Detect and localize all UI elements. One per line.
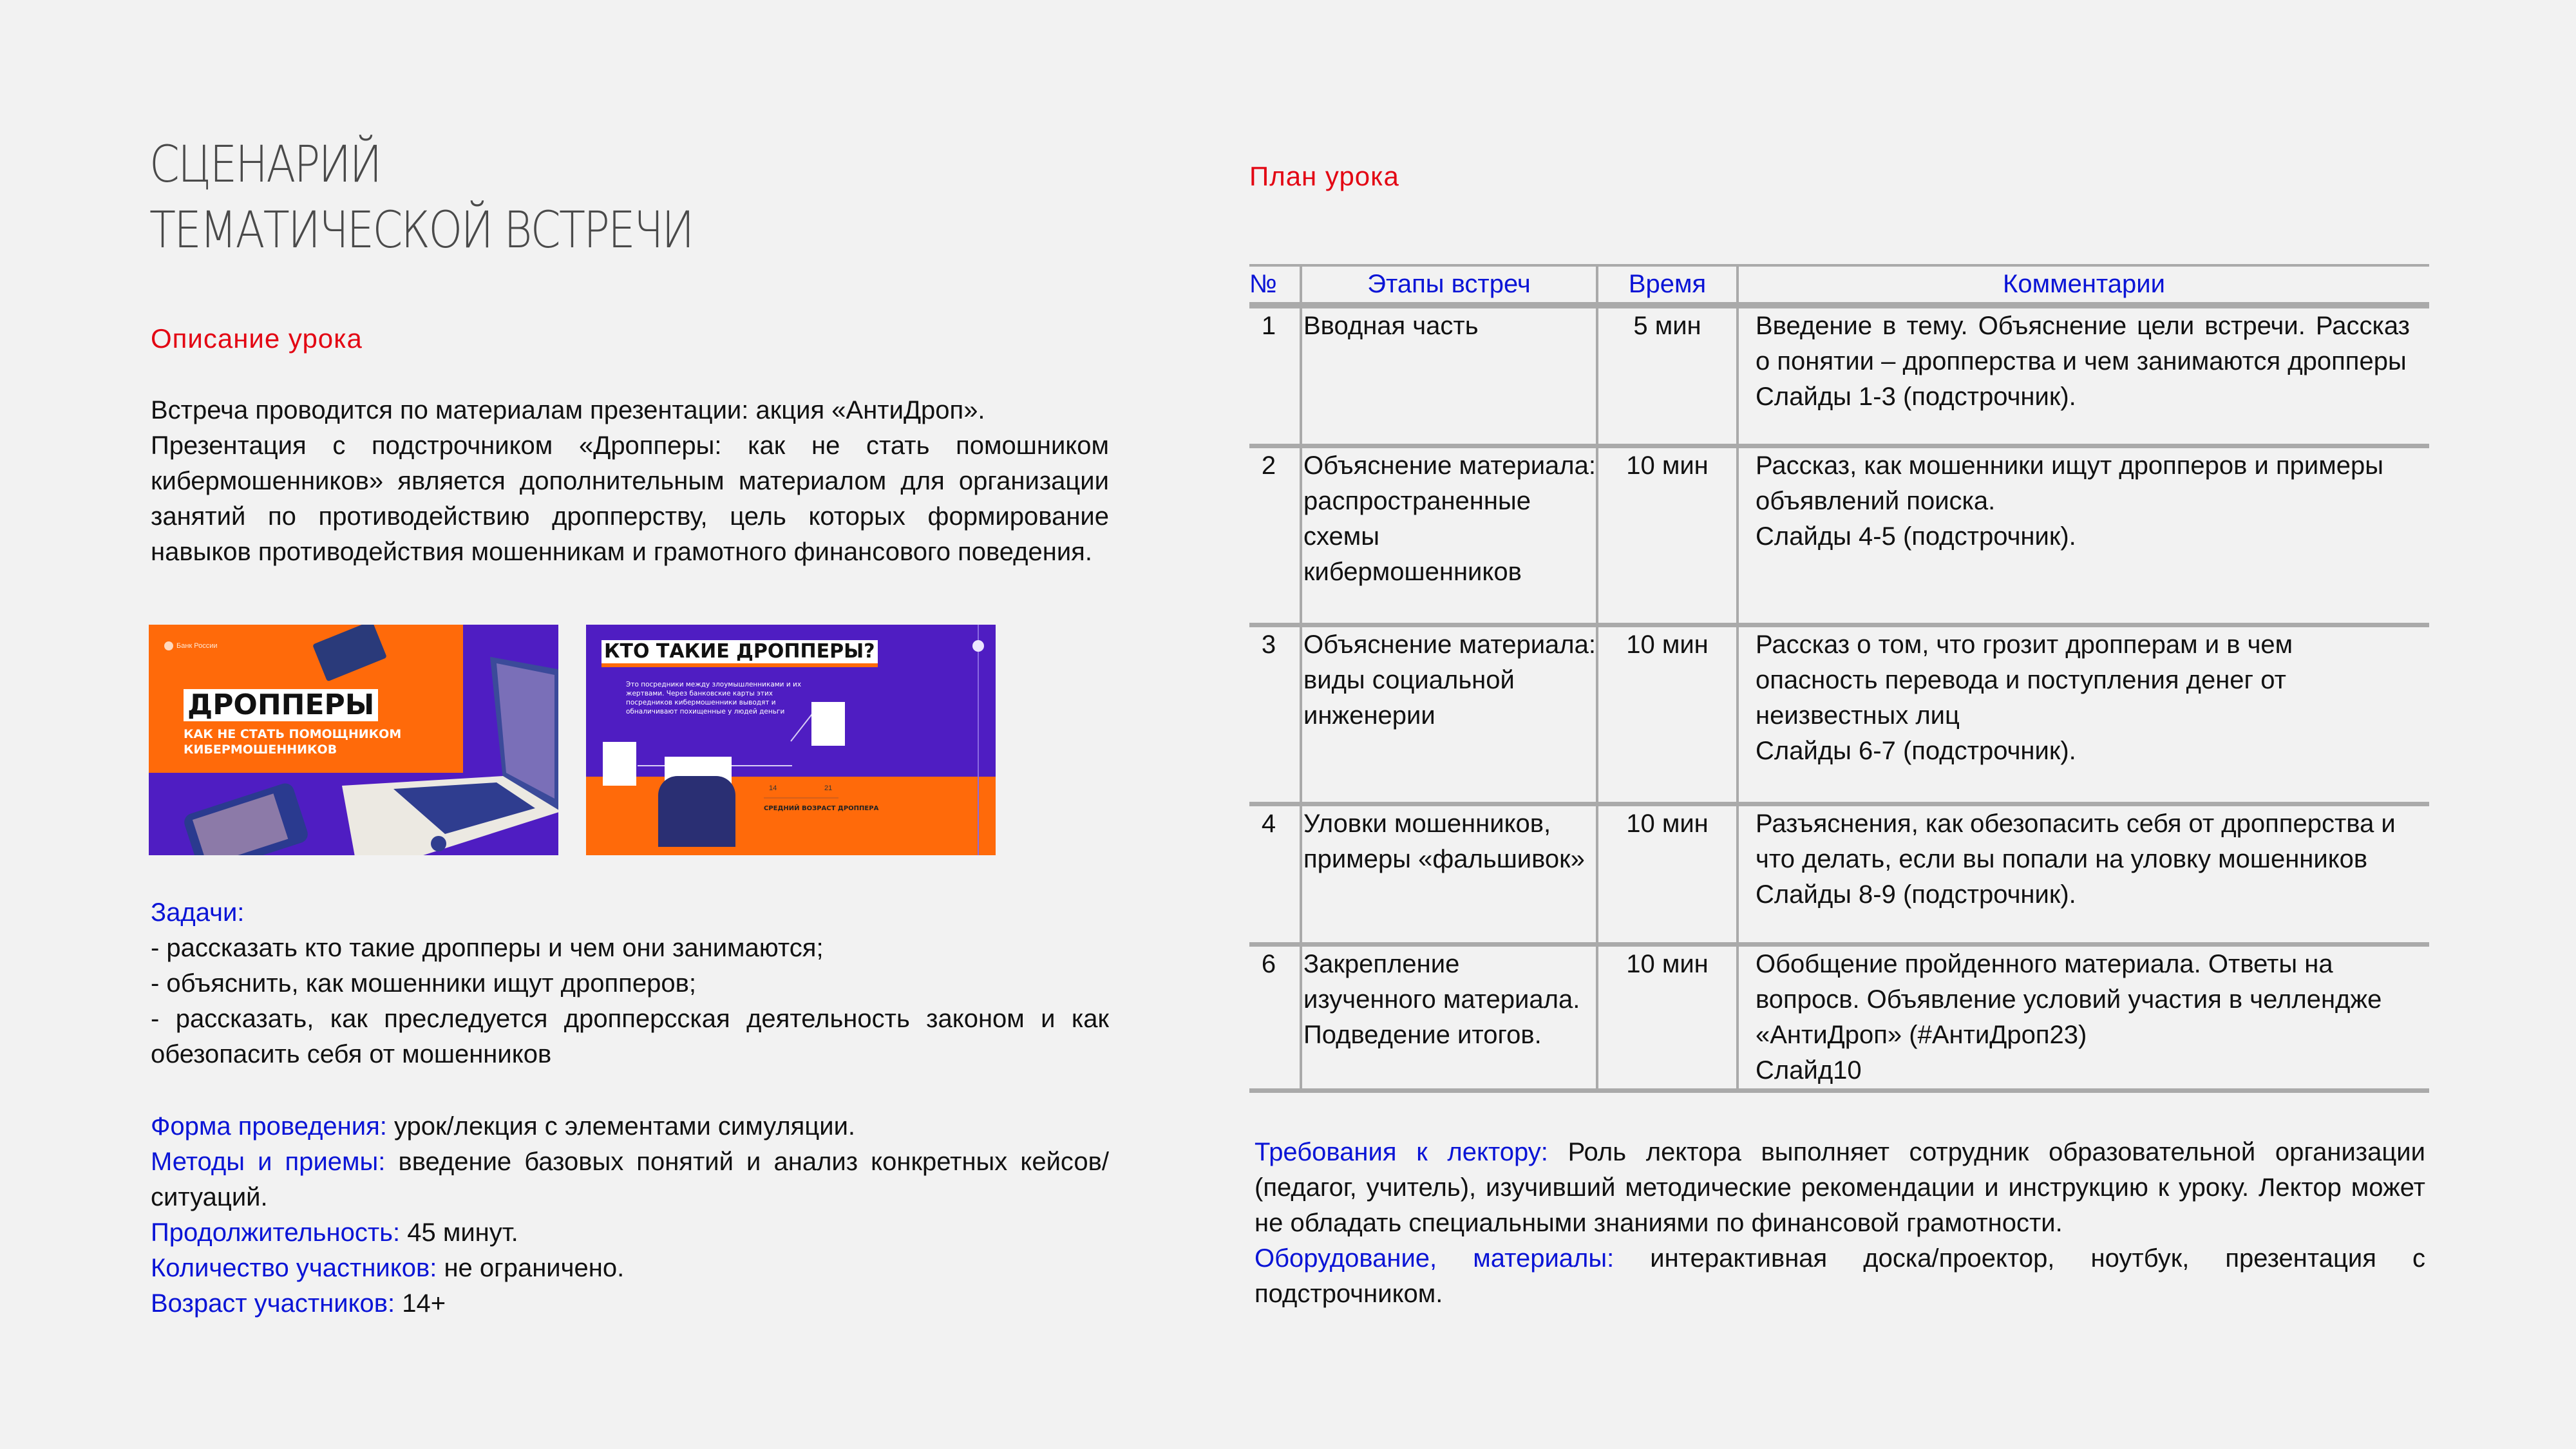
row-time: 10 мин xyxy=(1597,944,1738,1090)
tasks-section xyxy=(151,895,1109,1072)
row-time: 5 мин xyxy=(1597,305,1738,446)
table-row xyxy=(1249,305,2429,446)
lecturer-requirements-value: Роль лектора выполняет сотрудник образовательной организации (педагог, учитель), изучивший методические рекомендации и инструкцию к уроку. Лектор может не обладать специальными знаниями по финансовой грамотности. xyxy=(1255,1138,2425,1237)
task-item: - рассказать кто такие дропперы и чем они занимаются; xyxy=(151,934,824,962)
equipment-value: интерактивная доска/проектор, ноутбук, презентация с подстрочником. xyxy=(1255,1244,2425,1308)
table-row xyxy=(1249,446,2429,625)
bank-emblem-icon xyxy=(972,640,984,652)
row-comment-text: Обобщение пройденного материала. Ответы на вопросв. Объявление условий участия в челлендже «АнтиДроп» (#АнтиДроп23) xyxy=(1756,949,2382,1049)
row-comment-slides: Слайды 6-7 (подстрочник). xyxy=(1756,736,2076,765)
meta-age-value: 14+ xyxy=(395,1289,446,1318)
slide-divider-line xyxy=(978,625,979,855)
column-header-number: № xyxy=(1249,270,1277,298)
table-row xyxy=(1249,944,2429,1090)
row-comment xyxy=(1738,944,2429,1090)
row-comment-text: Рассказ, как мошенники ищут дропперов и примеры объявлений поиска. xyxy=(1756,451,2383,515)
portrait-masked-man-illustration xyxy=(811,702,845,746)
plan-heading: План урока xyxy=(1249,161,1399,191)
row-number: 6 xyxy=(1261,949,1276,978)
task-item: - рассказать, как преследуется дропперсская деятельность законом и как обезопасить себя от мошенников xyxy=(151,1005,1109,1068)
meta-participants xyxy=(151,1251,1109,1286)
row-stage: Закрепление изученного материала. Подведение итогов. xyxy=(1301,944,1597,1090)
meta-duration-label: Продолжительность: xyxy=(151,1218,401,1247)
lecturer-requirements xyxy=(1255,1135,2425,1241)
equipment-label: Оборудование, материалы: xyxy=(1255,1244,1615,1273)
meta-form-label: Форма проведения: xyxy=(151,1112,387,1141)
slide-title: ДРОППЕРЫ xyxy=(184,689,378,721)
jacket-shape xyxy=(658,776,735,847)
row-number: 4 xyxy=(1261,809,1276,838)
slide-title: КТО ТАКИЕ ДРОППЕРЫ? xyxy=(601,640,878,667)
row-comment-text: Рассказ о том, что грозит дропперам и в чем опасность перевода и поступления денег от неизвестных лиц xyxy=(1756,630,2293,730)
lecturer-requirements-label: Требования к лектору: xyxy=(1255,1138,1548,1166)
slide-thumbnail-droppers xyxy=(149,625,558,855)
description-paragraph: Презентация с подстрочником «Дропперы: как не стать помошником кибермошенников» является дополнительным материалом для организации занятий по противодействию дропперству, цель которых формирование навыков противодействия мошенникам и грамотного финансового поведения. xyxy=(151,431,1109,566)
meta-age xyxy=(151,1286,1109,1321)
row-comment-slides: Слайд10 xyxy=(1756,1056,1862,1084)
requirements-section xyxy=(1255,1135,2425,1312)
slide-orange-band xyxy=(586,777,996,855)
lesson-meta xyxy=(151,1109,1109,1321)
row-stage: Объяснение материала: виды социальной инженерии xyxy=(1301,625,1597,804)
table-header-row xyxy=(1249,265,2429,305)
meta-methods xyxy=(151,1144,1109,1215)
row-stage: Уловки мошенников, примеры «фальшивок» xyxy=(1301,804,1597,944)
laptop-button xyxy=(431,836,446,851)
meta-form xyxy=(151,1109,1109,1144)
row-comment-slides: Слайды 4-5 (подстрочник). xyxy=(1756,522,2076,551)
ruler-start-label: 14 xyxy=(769,784,777,792)
description-heading: Описание урока xyxy=(151,323,363,354)
page-title-line-2: ТЕМАТИЧЕСКОЙ ВСТРЕЧИ xyxy=(149,202,693,260)
portrait-woman-illustration xyxy=(603,742,636,786)
meta-methods-value: введение базовых понятий и анализ конкретных кейсов/ситуаций. xyxy=(151,1148,1109,1211)
slide-subtitle-line-2: КИБЕРМОШЕННИКОВ xyxy=(184,743,337,757)
row-comment xyxy=(1738,446,2429,625)
meta-duration xyxy=(151,1215,1109,1251)
row-comment-slides: Слайды 1-3 (подстрочник). xyxy=(1756,383,2076,411)
meta-participants-label: Количество участников: xyxy=(151,1254,437,1282)
ruler-end-label: 21 xyxy=(824,784,833,792)
slide-thumbnail-who-are-droppers xyxy=(586,625,996,855)
meta-participants-value: не ограничено. xyxy=(437,1254,625,1282)
meta-form-value: урок/лекция с элементами симуляции. xyxy=(386,1112,856,1141)
row-stage: Объяснение материала: распространенные схемы кибермошенников xyxy=(1301,446,1597,625)
row-time: 10 мин xyxy=(1597,446,1738,625)
description-line-1: Встреча проводится по материалам презентации: акция «АнтиДроп». xyxy=(151,396,985,424)
slide-subtitle xyxy=(184,726,401,757)
row-number: 2 xyxy=(1261,451,1276,480)
bank-logo xyxy=(164,641,218,650)
row-stage: Вводная часть xyxy=(1301,305,1597,446)
column-header-time: Время xyxy=(1597,265,1738,305)
table-row xyxy=(1249,804,2429,944)
row-comment xyxy=(1738,305,2429,446)
column-header-comments: Комментарии xyxy=(1738,265,2429,305)
page-title-line-1: СЦЕНАРИЙ xyxy=(149,136,381,194)
row-comment-slides: Слайды 8-9 (подстрочник). xyxy=(1756,880,2076,909)
slide-subtitle-line-1: КАК НЕ СТАТЬ ПОМОЩНИКОМ xyxy=(184,727,402,741)
meta-age-label: Возраст участников: xyxy=(151,1289,395,1318)
lesson-plan-table xyxy=(1249,264,2429,1093)
row-number: 1 xyxy=(1261,312,1276,340)
row-comment xyxy=(1738,625,2429,804)
column-header-stages: Этапы встреч xyxy=(1301,265,1597,305)
task-item: - объяснить, как мошенники ищут дропперов; xyxy=(151,969,696,998)
tasks-heading: Задачи: xyxy=(151,898,245,927)
ruler-caption: СРЕДНИЙ ВОЗРАСТ ДРОППЕРА xyxy=(764,805,879,812)
row-comment-text: Введение в тему. Объяснение цели встречи. Рассказ о понятии – дропперства и чем занимаются дропперы xyxy=(1756,312,2410,375)
row-time: 10 мин xyxy=(1597,625,1738,804)
meta-methods-label: Методы и приемы: xyxy=(151,1148,386,1176)
row-comment xyxy=(1738,804,2429,944)
age-ruler xyxy=(764,793,838,799)
person-with-card-illustration xyxy=(665,757,732,843)
description-text xyxy=(151,393,1109,570)
table-row xyxy=(1249,625,2429,804)
page-title xyxy=(149,132,692,263)
row-time: 10 мин xyxy=(1597,804,1738,944)
row-comment-text: Разъяснения, как обезопасить себя от дропперства и что делать, если вы попали на уловку мошенников xyxy=(1756,809,2396,873)
slide-text: Это посредники между злоумышленниками и их жертвами. Через банковские карты этих посредников кибермошенники выводят и обналичивают похищенные у людей деньги xyxy=(626,681,802,715)
equipment xyxy=(1255,1241,2425,1312)
bank-label: Банк России xyxy=(176,642,218,650)
row-number: 3 xyxy=(1261,630,1276,659)
meta-duration-value: 45 минут. xyxy=(400,1218,518,1247)
bank-emblem-icon xyxy=(164,641,173,650)
